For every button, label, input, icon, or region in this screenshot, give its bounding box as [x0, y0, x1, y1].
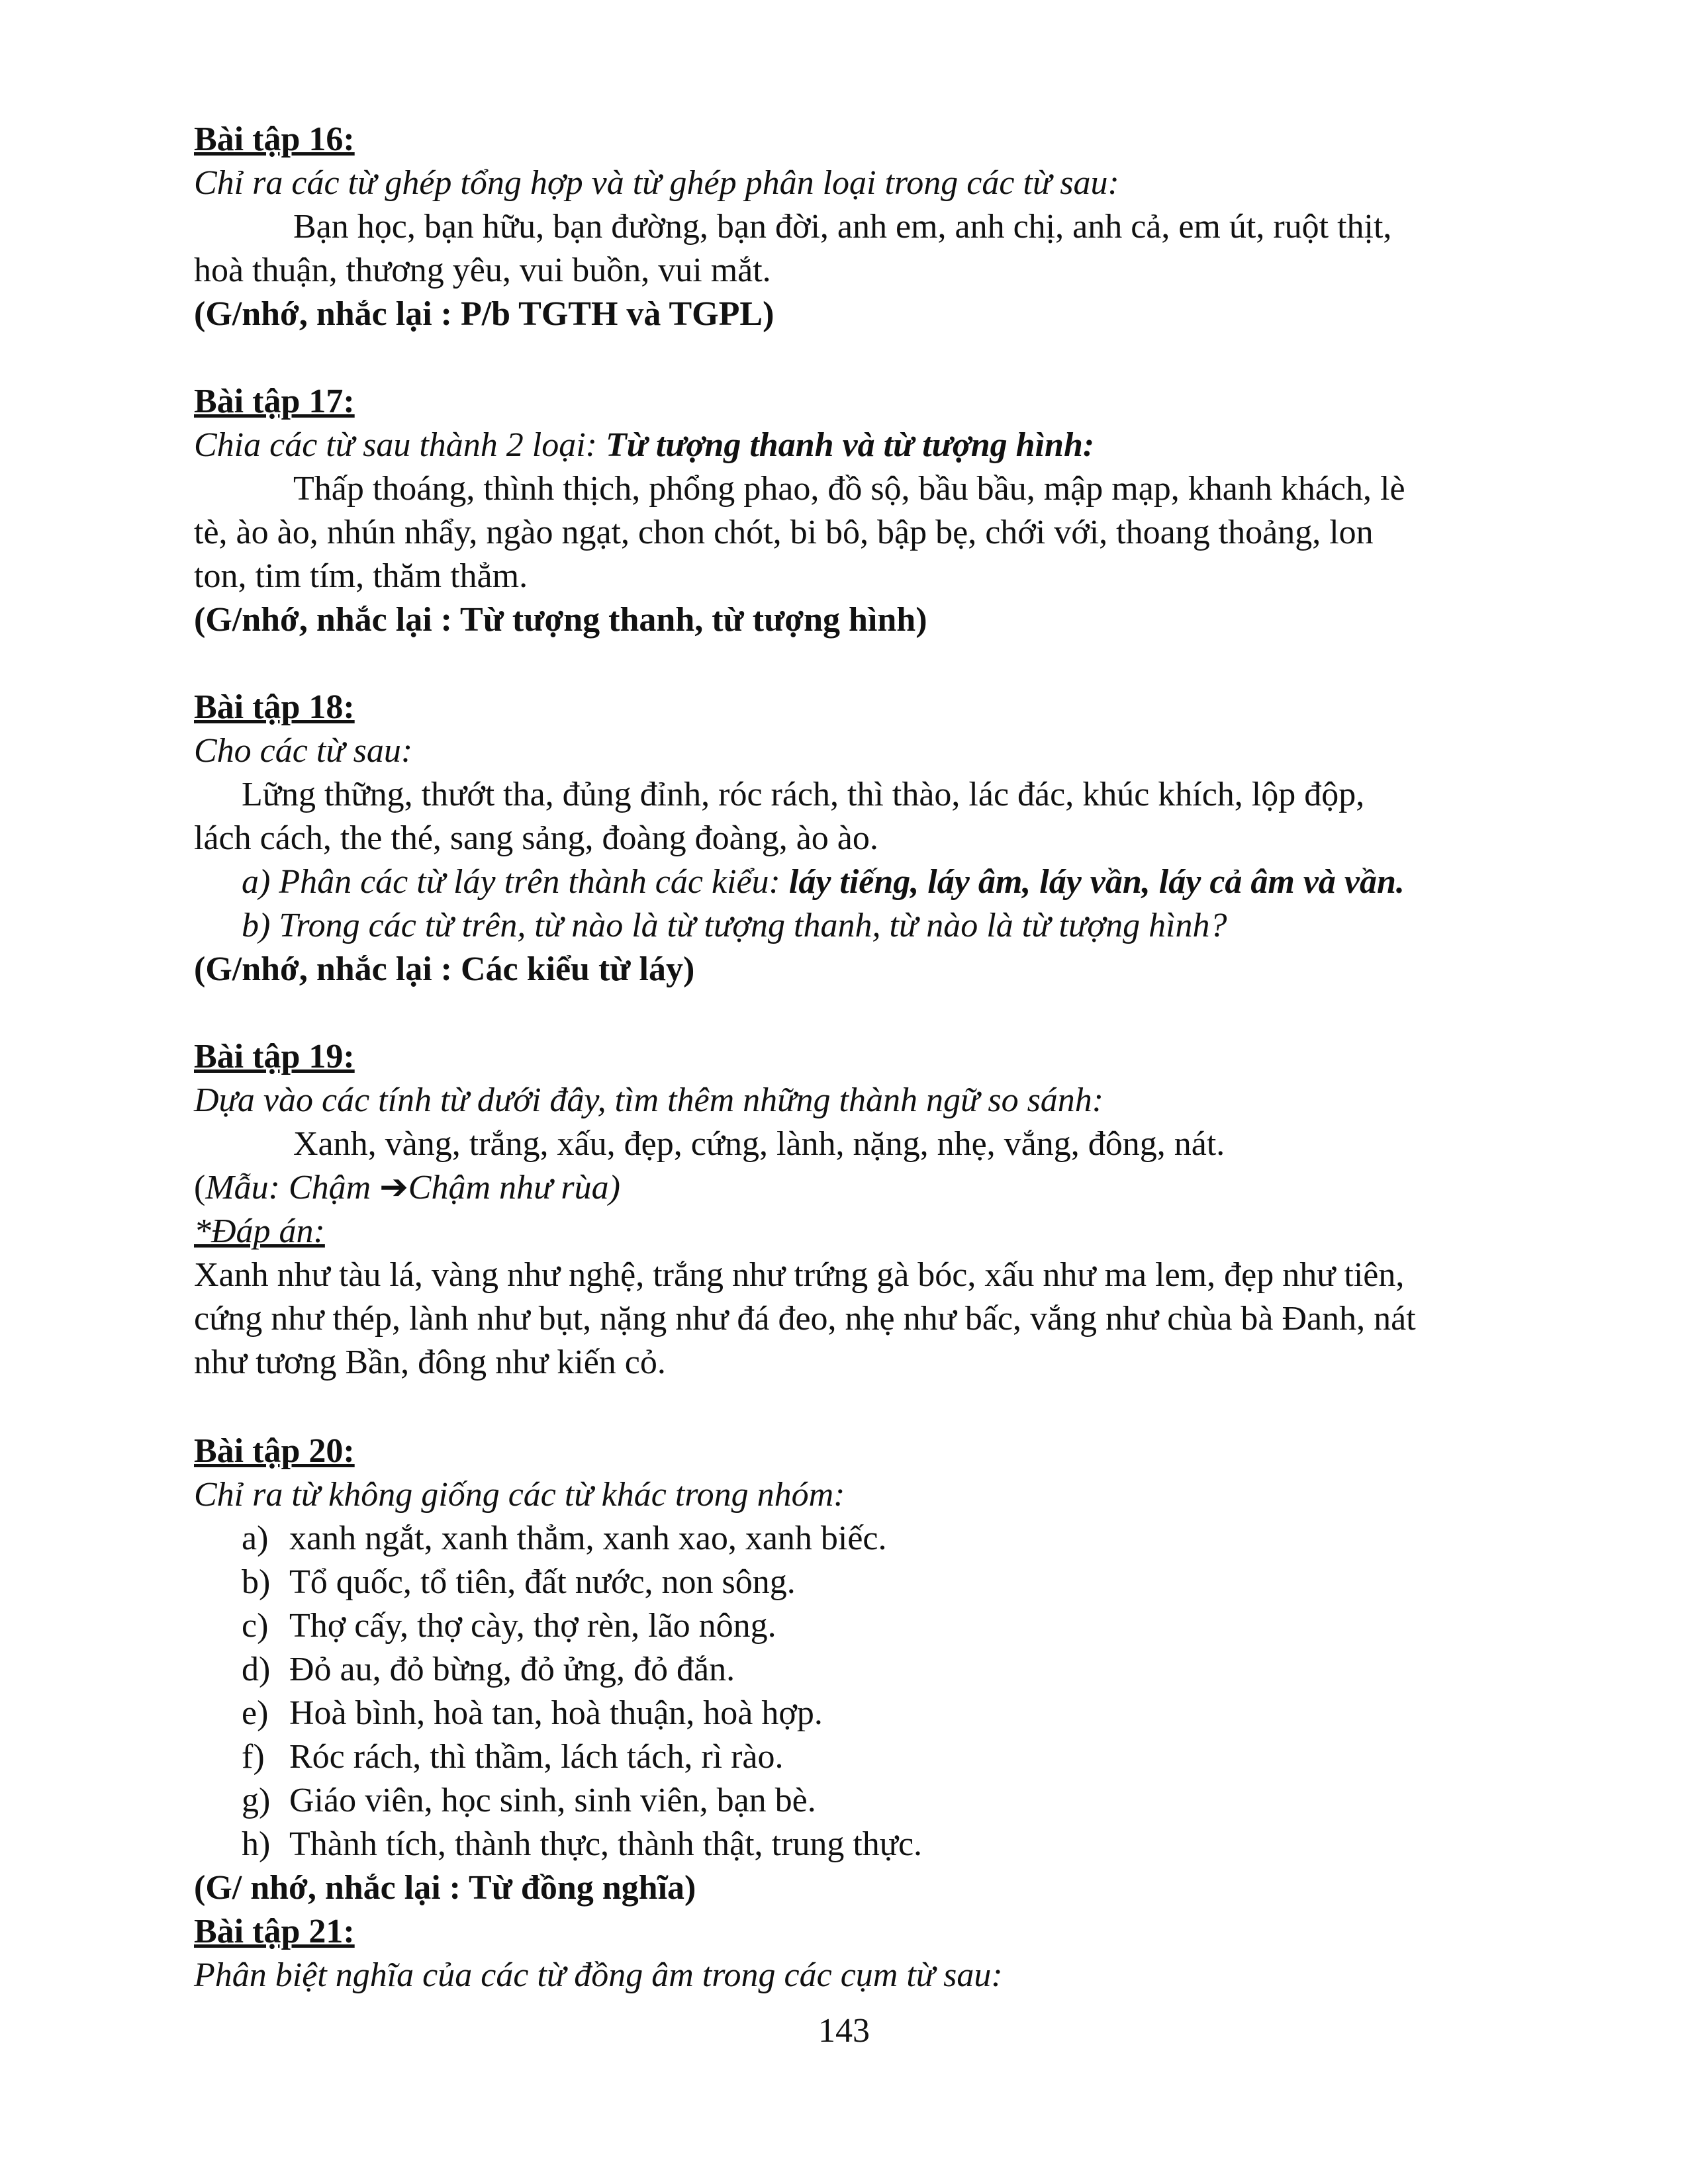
word-list-line: Bạn học, bạn hữu, bạn đường, bạn đời, anh em, anh chị, anh cả, em út, ruột thịt,	[293, 208, 1392, 246]
exercise-21-title: Bài tập 21:	[194, 1913, 355, 1950]
list-item	[194, 1561, 1558, 1604]
list-item	[194, 1648, 1558, 1692]
exercise-prompt: Chỉ ra từ không giống các từ khác trong nhóm:	[194, 1476, 845, 1514]
question-a	[194, 860, 1558, 904]
exercise-16	[194, 118, 1558, 336]
item-label: c)	[242, 1607, 269, 1645]
exercise-title: Bài tập 19:	[194, 1038, 355, 1075]
question-b: b) Trong các từ trên, từ nào là từ tượng thanh, từ nào là từ tượng hình?	[242, 907, 1227, 944]
exercise-title: Bài tập 17:	[194, 383, 355, 420]
item-label: h)	[242, 1825, 271, 1863]
reminder-note: (G/nhớ, nhắc lại : Các kiểu từ láy)	[194, 950, 695, 988]
exercise-prompt	[194, 424, 1558, 467]
adjective-list: Xanh, vàng, trắng, xấu, đẹp, cứng, lành, nặng, nhẹ, vắng, đông, nát.	[293, 1125, 1225, 1163]
right-arrow-icon: ➔	[379, 1169, 408, 1206]
reminder-note: (G/nhớ, nhắc lại : P/b TGTH và TGPL)	[194, 295, 774, 333]
exercise-prompt: Cho các từ sau:	[194, 732, 413, 770]
item-label: e)	[242, 1694, 269, 1732]
exercise-20	[194, 1430, 1558, 1997]
item-text: Tổ quốc, tổ tiên, đất nước, non sông.	[289, 1563, 796, 1601]
word-list-line: hoà thuận, thương yêu, vui buồn, vui mắt.	[194, 251, 771, 289]
sample-result: Chậm như rùa)	[408, 1169, 620, 1206]
exercise-19	[194, 1035, 1558, 1385]
answer-line: Xanh như tàu lá, vàng như nghệ, trắng như trứng gà bóc, xấu như ma lem, đẹp như tiên,	[194, 1256, 1405, 1294]
list-item	[194, 1779, 1558, 1823]
item-text: Đỏ au, đỏ bừng, đỏ ửng, đỏ đắn.	[289, 1651, 735, 1688]
item-text: Thành tích, thành thực, thành thật, trung thực.	[289, 1825, 923, 1863]
word-list-line: lách cách, the thé, sang sảng, đoàng đoàng, ào ào.	[194, 819, 878, 857]
question-text: a) Phân các từ láy trên thành các kiểu:	[242, 863, 789, 901]
answer-line: như tương Bần, đông như kiến cỏ.	[194, 1343, 666, 1381]
reminder-note: (G/nhớ, nhắc lại : Từ tượng thanh, từ tượng hình)	[194, 601, 927, 639]
exercise-18	[194, 686, 1558, 991]
item-text: Hoà bình, hoà tan, hoà thuận, hoà hợp.	[289, 1694, 823, 1732]
list-item	[194, 1517, 1558, 1561]
word-list-line: Thấp thoáng, thình thịch, phổng phao, đồ sộ, bầu bầu, mập mạp, khanh khách, lè	[293, 470, 1405, 508]
exercise-title: Bài tập 16:	[194, 120, 355, 158]
prompt-text: Chia các từ sau thành 2 loại:	[194, 426, 606, 464]
word-list-line: tè, ào ào, nhún nhẩy, ngào ngạt, chon chót, bi bô, bập bẹ, chới với, thoang thoảng, lon	[194, 514, 1374, 551]
item-text: Thợ cấy, thợ cày, thợ rèn, lão nông.	[289, 1607, 776, 1645]
answer-label: *Đáp án:	[194, 1212, 325, 1250]
item-label: b)	[242, 1563, 271, 1601]
list-item	[194, 1823, 1558, 1866]
reminder-note: (G/ nhớ, nhắc lại : Từ đồng nghĩa)	[194, 1869, 696, 1907]
list-item	[194, 1604, 1558, 1648]
sample-paren: (	[194, 1169, 206, 1206]
item-label: d)	[242, 1651, 271, 1688]
exercise-prompt: Chỉ ra các từ ghép tổng hợp và từ ghép phân loại trong các từ sau:	[194, 164, 1119, 202]
exercise-prompt: Dựa vào các tính từ dưới đây, tìm thêm những thành ngữ so sánh:	[194, 1081, 1104, 1119]
item-label: f)	[242, 1738, 265, 1776]
exercise-title: Bài tập 20:	[194, 1432, 355, 1470]
item-text: xanh ngắt, xanh thẳm, xanh xao, xanh biếc.	[289, 1520, 887, 1557]
exercise-21-prompt: Phân biệt nghĩa của các từ đồng âm trong các cụm từ sau:	[194, 1956, 1003, 1994]
exercise-title: Bài tập 18:	[194, 688, 355, 726]
exercise-17	[194, 380, 1558, 642]
page-number: 143	[818, 2012, 870, 2050]
word-list-line: Lững thững, thướt tha, đủng đỉnh, róc rách, thì thào, lác đác, khúc khích, lộp độp,	[242, 776, 1365, 813]
prompt-emphasis: Từ tượng thanh và từ tượng hình:	[606, 426, 1095, 464]
item-label: a)	[242, 1520, 269, 1557]
item-text: Róc rách, thì thầm, lách tách, rì rào.	[289, 1738, 784, 1776]
list-item	[194, 1735, 1558, 1779]
sample-text: Mẫu: Chậm	[205, 1169, 380, 1206]
list-item	[194, 1692, 1558, 1735]
sample-line	[194, 1166, 1558, 1210]
question-emphasis: láy tiếng, láy âm, láy vần, láy cả âm và vần.	[788, 863, 1405, 901]
item-text: Giáo viên, học sinh, sinh viên, bạn bè.	[289, 1782, 816, 1819]
word-list-line: ton, tim tím, thăm thẳm.	[194, 557, 528, 595]
answer-line: cứng như thép, lành như bụt, nặng như đá đeo, nhẹ như bấc, vắng như chùa bà Đanh, nát	[194, 1300, 1416, 1338]
item-label: g)	[242, 1782, 271, 1819]
